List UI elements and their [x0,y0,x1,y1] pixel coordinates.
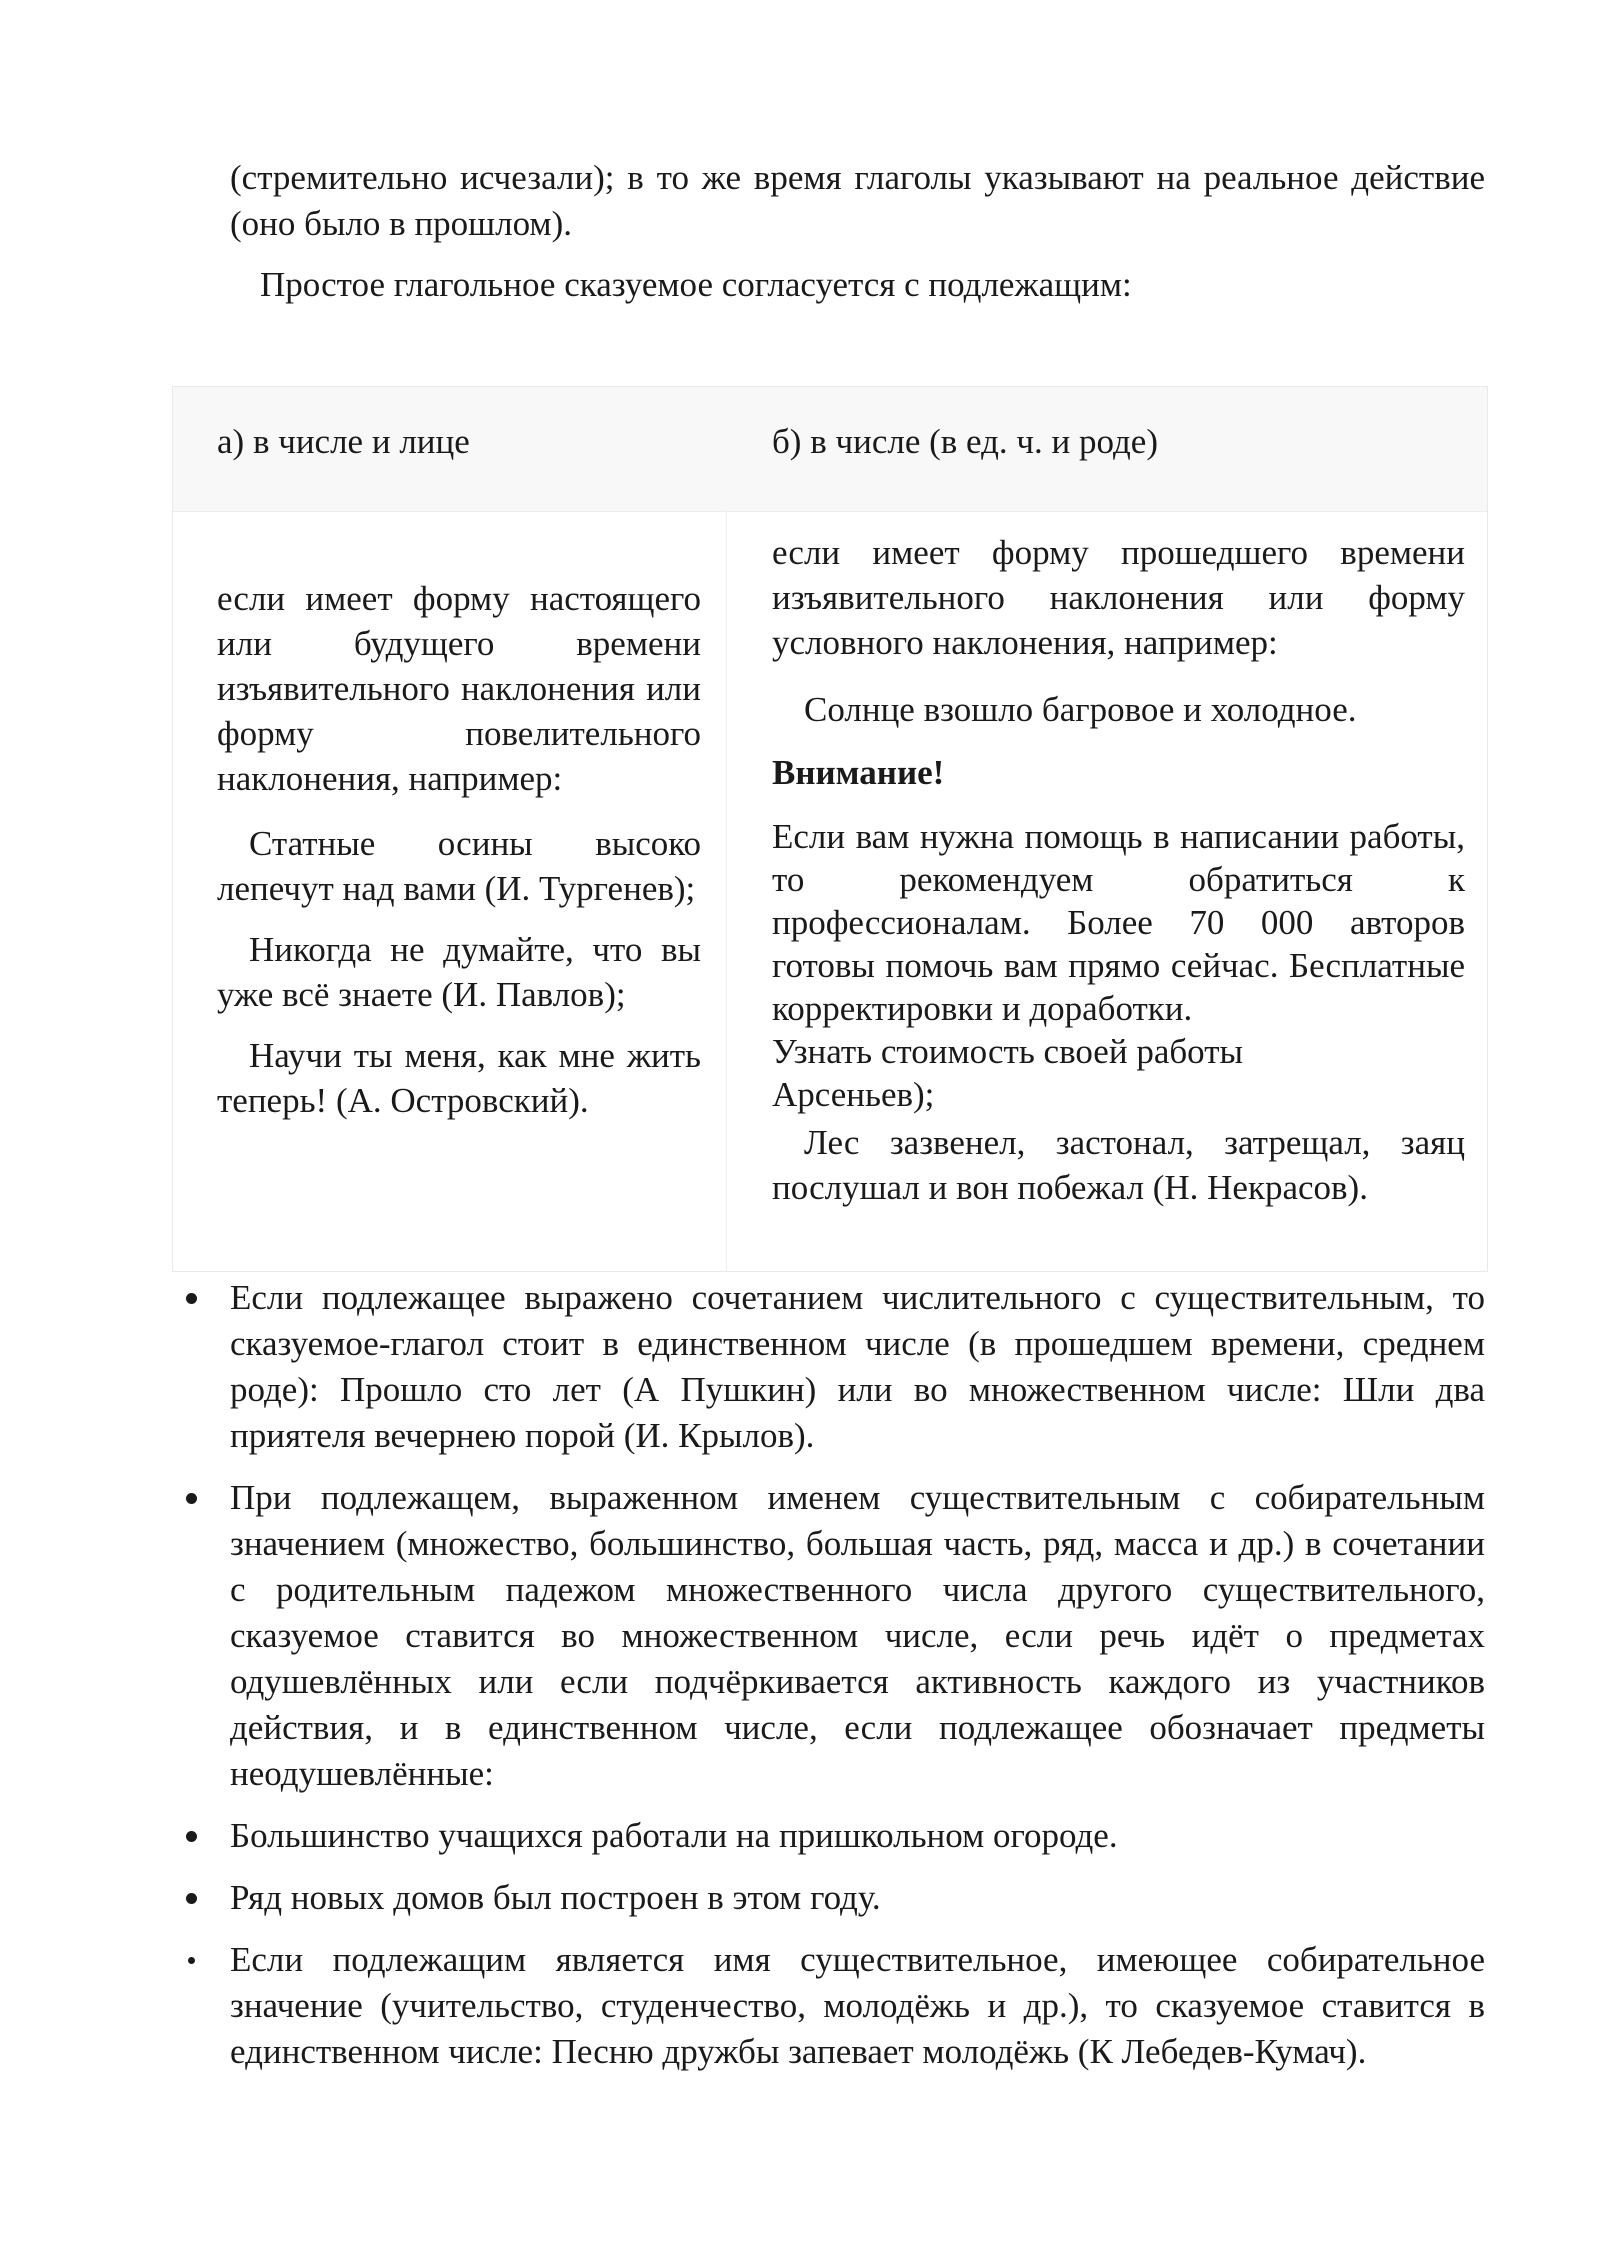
example-text: Лес зазвенел, застонал, затрещал, заяц послушал и вон побежал (Н. Некрасов). [772,1123,1465,1207]
example-text: Солнце взошло багровое и холодное. [804,690,1357,729]
table-header-number-gender: б) в числе (в ед. ч. и роде) [772,422,1158,461]
list-item [230,1875,1485,1921]
table-cell-number-person [217,576,701,1123]
column-divider [726,511,727,1271]
intro-paragraph: (стремительно исчезали); в то же время глаголы указывают на реальное действие (оно было в прошлом). [230,158,1485,243]
list-item-text: Большинство учащихся работали на пришкольном огороде. [230,1816,1118,1855]
fragment-text: Арсеньев); [772,1075,935,1114]
list-item [230,1813,1485,1859]
bullet-icon [186,1493,197,1504]
list-item [230,1937,1485,2075]
rule-text: если имеет форму прошедшего времени изъявительного наклонения или форму условного наклонения, например: [772,533,1465,662]
bullet-icon [186,1893,197,1904]
bullet-icon [186,1831,197,1842]
agreement-table [172,386,1488,1272]
example-text: Никогда не думайте, что вы уже всё знаете (И. Павлов); [217,930,701,1014]
rule-text: если имеет форму настоящего или будущего времени изъявительного наклонения или форму повелительного наклонения, например: [217,579,701,798]
list-item-text: Ряд новых домов был построен в этом году. [230,1878,881,1917]
attention-heading: Внимание! [772,753,945,792]
bullet-icon [188,1957,195,1964]
table-cell-number-gender [772,530,1465,1210]
ad-text: Если вам нужна помощь в написании работы, то рекомендуем обратиться к профессионалам. Более 70 000 авторов готовы помочь вам прямо сейчас. Бесплатные корректировки и доработки. [772,817,1465,1028]
list-item-text: Если подлежащим является имя существительное, имеющее собирательное значение (учительство, студенчество, молодёжь и др.), то сказуемое ставится в единственном числе: Песню дружбы запевает молодёжь (К Лебедев-Кумач). [230,1940,1485,2071]
list-item-text: Если подлежащее выражено сочетанием числительного с существительным, то сказуемое-глагол стоит в единственном числе (в прошедшем времени, среднем роде): Прошло сто лет (А Пушкин) или во множественном числе: Шли два приятеля вечернею порой (И. Крылов). [230,1278,1485,1455]
bullet-icon [186,1293,197,1304]
list-item [230,1475,1485,1797]
example-text: Научи ты меня, как мне жить теперь! (А. Островский). [217,1036,701,1120]
bullet-list [230,1275,1485,2091]
cost-link[interactable]: Узнать стоимость своей работы [772,1032,1244,1071]
lead-sentence: Простое глагольное сказуемое согласуется с подлежащим: [260,265,1132,304]
table-header-number-person: а) в числе и лице [217,422,470,461]
example-text: Статные осины высоко лепечут над вами (И. Тургенев); [217,824,701,908]
list-item-text: При подлежащем, выраженном именем существительным с собирательным значением (множество, большинство, большая часть, ряд, масса и др.) в сочетании с родительным падежом множественного числа другого существительного, сказуемое ставится во множественном числе, если речь идёт о предметах одушевлённых или если подчёркивается активность каждого из участников действия, и в единственном числе, если подлежащее обозначает предметы неодушевлённые: [230,1478,1485,1793]
list-item [230,1275,1485,1459]
